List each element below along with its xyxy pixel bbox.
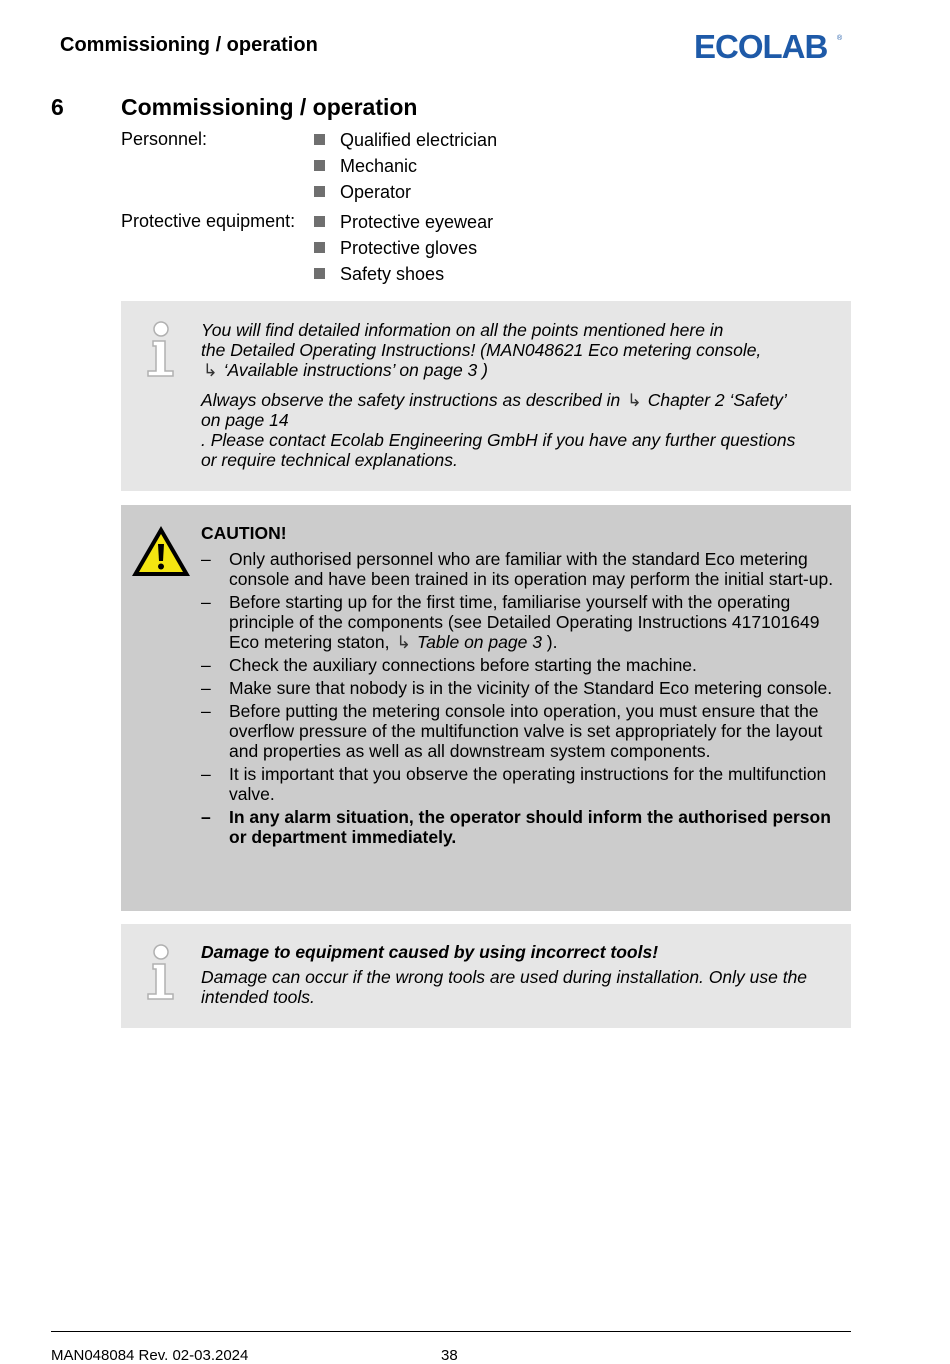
info-note-box	[121, 301, 851, 491]
list-item: – Make sure that nobody is in the vicinity of the Standard Eco metering console.	[201, 678, 833, 698]
bullet-square-icon	[314, 160, 325, 171]
warning-triangle-icon	[129, 523, 193, 579]
header-title: Commissioning / operation	[60, 34, 318, 56]
list-item: Mechanic	[313, 153, 497, 179]
list-item: – In any alarm situation, the operator should inform the authorised person or department immediately.	[201, 807, 831, 847]
list-item: – It is important that you observe the operating instructions for the multifunction valve.	[201, 764, 827, 804]
list-item: – Check the auxiliary connections before starting the machine.	[201, 655, 697, 675]
cross-reference-arrow-icon: ↳	[396, 632, 412, 652]
info-icon	[143, 944, 179, 1002]
svg-text:ECOLAB: ECOLAB	[694, 30, 828, 62]
chapter-title: Commissioning / operation	[121, 94, 418, 120]
footer-page-number: 38	[441, 1347, 458, 1364]
list-item: – Only authorised personnel who are familiar with the standard Eco metering console and have been trained in its operation may perform the initial start-up.	[201, 549, 834, 589]
available-instructions-link[interactable]: ‘Available instructions’ on page 3 )	[223, 360, 488, 380]
chapter-safety-link[interactable]: Chapter 2 ‘Safety’	[647, 390, 787, 410]
list-item: – Before putting the metering console into operation, you must ensure that the overflow pressure of the multifunction valve is set appropriately for the layout and properties as well as all downstream system components.	[201, 701, 823, 761]
info-note-box	[121, 924, 851, 1028]
damage-note-title: Damage to equipment caused by using incorrect tools!	[201, 942, 659, 962]
cross-reference-arrow-icon: ↳	[627, 390, 642, 410]
personnel-label: Personnel:	[121, 129, 208, 149]
list-item: Protective eyewear	[313, 209, 493, 235]
svg-text:®: ®	[837, 35, 843, 42]
list-item: – Before starting up for the first time, familiarise yourself with the operating principle of the components (see Detailed Operating Instructions 417101649 Eco metering staton, ↳ Table on page 3 ).	[201, 592, 820, 652]
info-note-text: You will find detailed information on all the points mentioned here in the Detailed Operating Instructions! (MAN048621 Eco metering console, ↳ ‘Available instructions’ on page 3 ) Always observe the safety instructions as described in ↳ Chapter 2 ‘Safety’ on page 14 . Please contact Ecolab Engineering GmbH if you have any further questions or require technical explanations.	[201, 320, 796, 470]
bullet-square-icon	[314, 242, 325, 253]
list-item: Operator	[313, 179, 497, 205]
chapter-number: 6	[51, 94, 64, 120]
list-item: Protective gloves	[313, 235, 493, 261]
damage-note-body: Damage can occur if the wrong tools are used during installation. Only use the intended tools.	[201, 967, 808, 1007]
caution-list	[201, 549, 837, 847]
equipment-label: Protective equipment:	[121, 211, 296, 231]
table-link[interactable]: Table on page 3	[417, 632, 542, 652]
list-item: Safety shoes	[313, 261, 493, 287]
bullet-square-icon	[314, 134, 325, 145]
footer-document-id: MAN048084 Rev. 02-03.2024	[51, 1347, 249, 1364]
list-item: Qualified electrician	[313, 127, 497, 153]
caution-title: CAUTION!	[201, 523, 287, 543]
bullet-square-icon	[314, 268, 325, 279]
caution-content	[201, 523, 837, 850]
caution-box	[121, 505, 851, 911]
personnel-list	[313, 127, 497, 205]
equipment-list	[313, 209, 493, 287]
damage-note-text	[201, 942, 837, 1007]
info-icon	[143, 321, 179, 379]
footer-divider	[51, 1331, 851, 1332]
bullet-square-icon	[314, 216, 325, 227]
cross-reference-arrow-icon: ↳	[203, 360, 218, 380]
ecolab-logo	[694, 30, 844, 62]
bullet-square-icon	[314, 186, 325, 197]
